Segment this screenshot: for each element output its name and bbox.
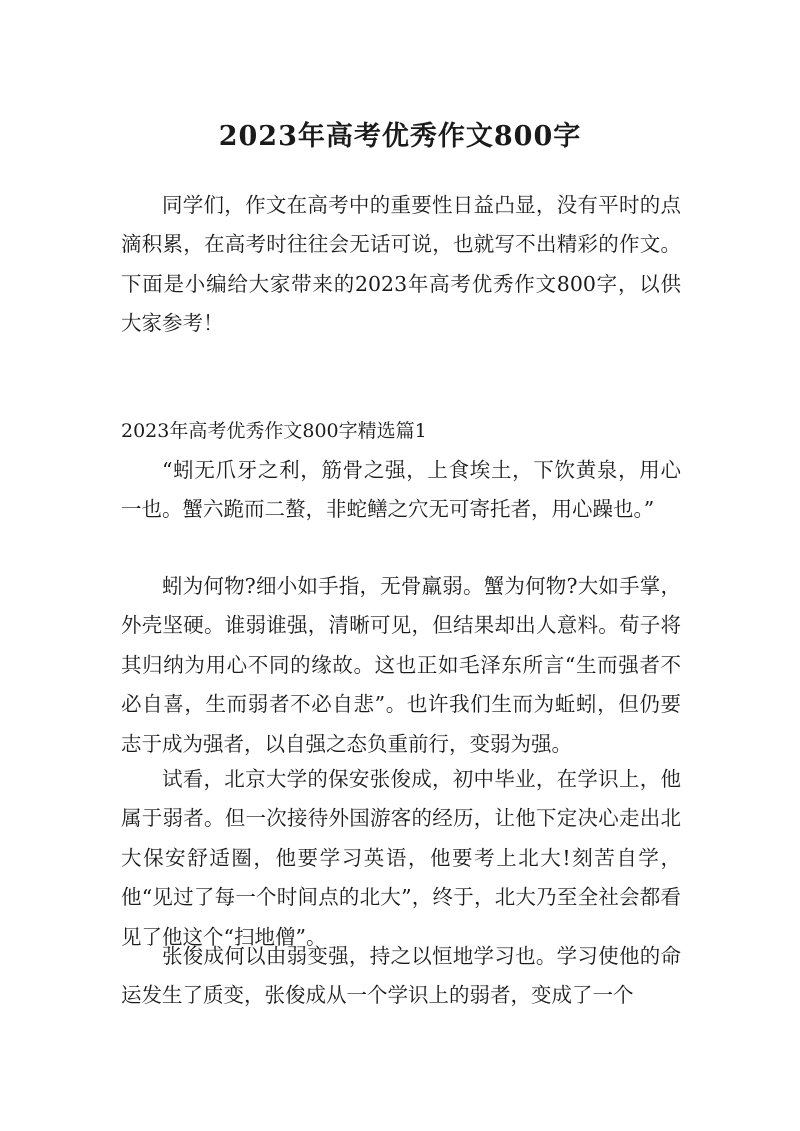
body-paragraph-4: 张俊成何以由弱变强，持之以恒地学习也。学习使他的命运发生了质变，张俊成从一个学识上的弱者，变成了一个 bbox=[121, 944, 681, 1008]
body-paragraph-1: “蚓无爪牙之利，筋骨之强，上食埃土，下饮黄泉，用心一也。蟹六跪而二螯，非蛇鳝之穴无可寄托者，用心躁也。” bbox=[121, 458, 681, 522]
section-heading: 2023年高考优秀作文800字精选篇1 bbox=[121, 420, 427, 442]
body-paragraph-3: 试看，北京大学的保安张俊成，初中毕业，在学识上，他属于弱者。但一次接待外国游客的经历，让他下定决心走出北大保安舒适圈，他要学习英语，他要考上北大!刻苦自学，他“见过了每一个时间点的北大”，终于，北大乃至全社会都看见了他这个“扫地僧”。 bbox=[121, 767, 681, 949]
document-title: 2023年高考优秀作文800字 bbox=[218, 121, 582, 153]
intro-paragraph: 同学们，作文在高考中的重要性日益凸显，没有平时的点滴积累，在高考时往往会无话可说，也就写不出精彩的作文。下面是小编给大家带来的2023年高考优秀作文800字，以供大家参考！ bbox=[121, 193, 681, 336]
body-paragraph-2: 蚓为何物?细小如手指，无骨羸弱。蟹为何物?大如手掌，外壳坚硬。谁弱谁强，清晰可见，但结果却出人意料。荀子将其归纳为用心不同的缘故。这也正如毛泽东所言“生而强者不必自喜，生而弱者不必自悲”。也许我们生而为蚯蚓，但仍要志于成为强者，以自强之态负重前行，变弱为强。 bbox=[121, 574, 681, 756]
